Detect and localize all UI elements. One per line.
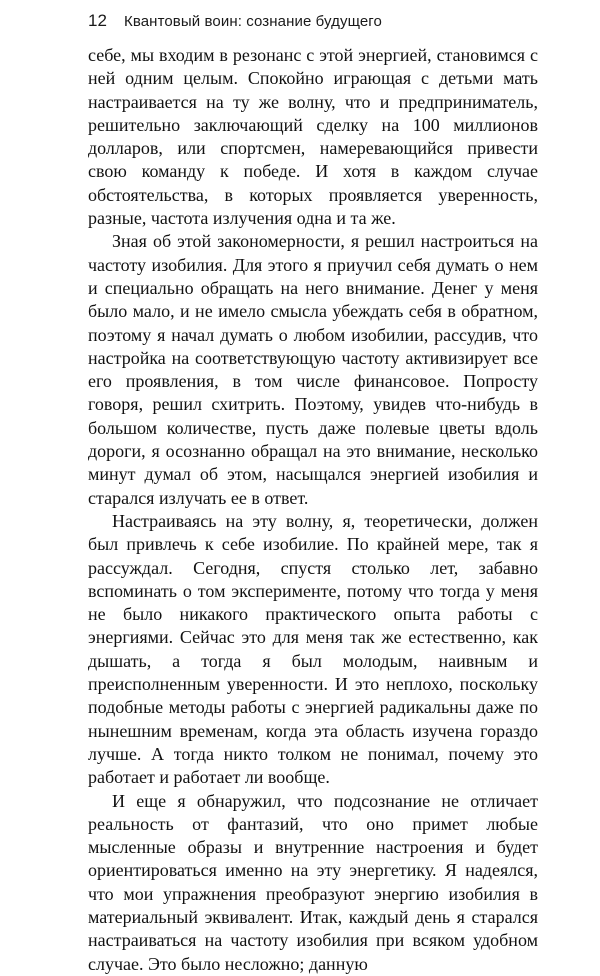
- running-head: [88, 6, 540, 36]
- page-number: 12: [88, 11, 107, 30]
- paragraph-2: Зная об этой закономерности, я решил настроиться на частоту изобилия. Для этого я приучил себя думать о нем и специально обращать на него внимание. Денег у меня было мало, и не имело смысла убеждать себя в обратном, поэтому я начал думать о любом изобилии, рассудив, что настройка на соответствующую частоту активизирует все его проявления, в том числе финансовое. Попросту говоря, решил схитрить. Поэтому, увидев что-нибудь в большом количестве, пусть даже полевые цветы вдоль дороги, я осознанно обращал на это внимание, несколько минут думал об этом, насыщался энергией изобилия и старался излучать ее в ответ.: [88, 231, 538, 508]
- paragraph-4: И еще я обнаружил, что подсознание не отличает реальность от фантазий, что оно примет любые мысленные образы и внутренние настроения и будет ориентироваться именно на эту энергетику. Я надеялся, что мои упражнения преобразуют энергию изобилия в материальный эквивалент. Итак, каждый день я старался настраиваться на частоту изобилия при всяком удобном случае. Это было несложно; данную: [88, 790, 538, 974]
- book-title: Квантовый воин: сознание будущего: [124, 12, 382, 30]
- paragraph-3: Настраиваясь на эту волну, я, теоретически, должен был привлечь к себе изобилие. По крайней мере, так я рассуждал. Сегодня, спустя столько лет, забавно вспоминать о том эксперименте, потому что тогда у меня не было никакого практического опыта работы с энергиями. Сейчас это для меня так же естественно, как дышать, а тогда я был молодым, наивным и преисполненным уверенности. И это неплохо, поскольку подобные методы работы с энергией радикальны даже по нынешним временам, когда эта область изучена гораздо лучше. А тогда никто толком не понимал, почему это работает и работает ли вообще.: [88, 510, 538, 788]
- body-text: [88, 44, 538, 976]
- paragraph-1: себе, мы входим в резонанс с этой энергией, становимся с ней одним целым. Спокойно играющая с детьми мать настраивается на ту же волну, что и предприниматель, решительно заключающий сделку на 100 миллионов долларов, или спортсмен, намеревающийся привести свою команду к победе. И хотя в каждом случае обстоятельства, в которых проявляется уверенность, разные, частота излучения одна и та же.: [88, 45, 538, 229]
